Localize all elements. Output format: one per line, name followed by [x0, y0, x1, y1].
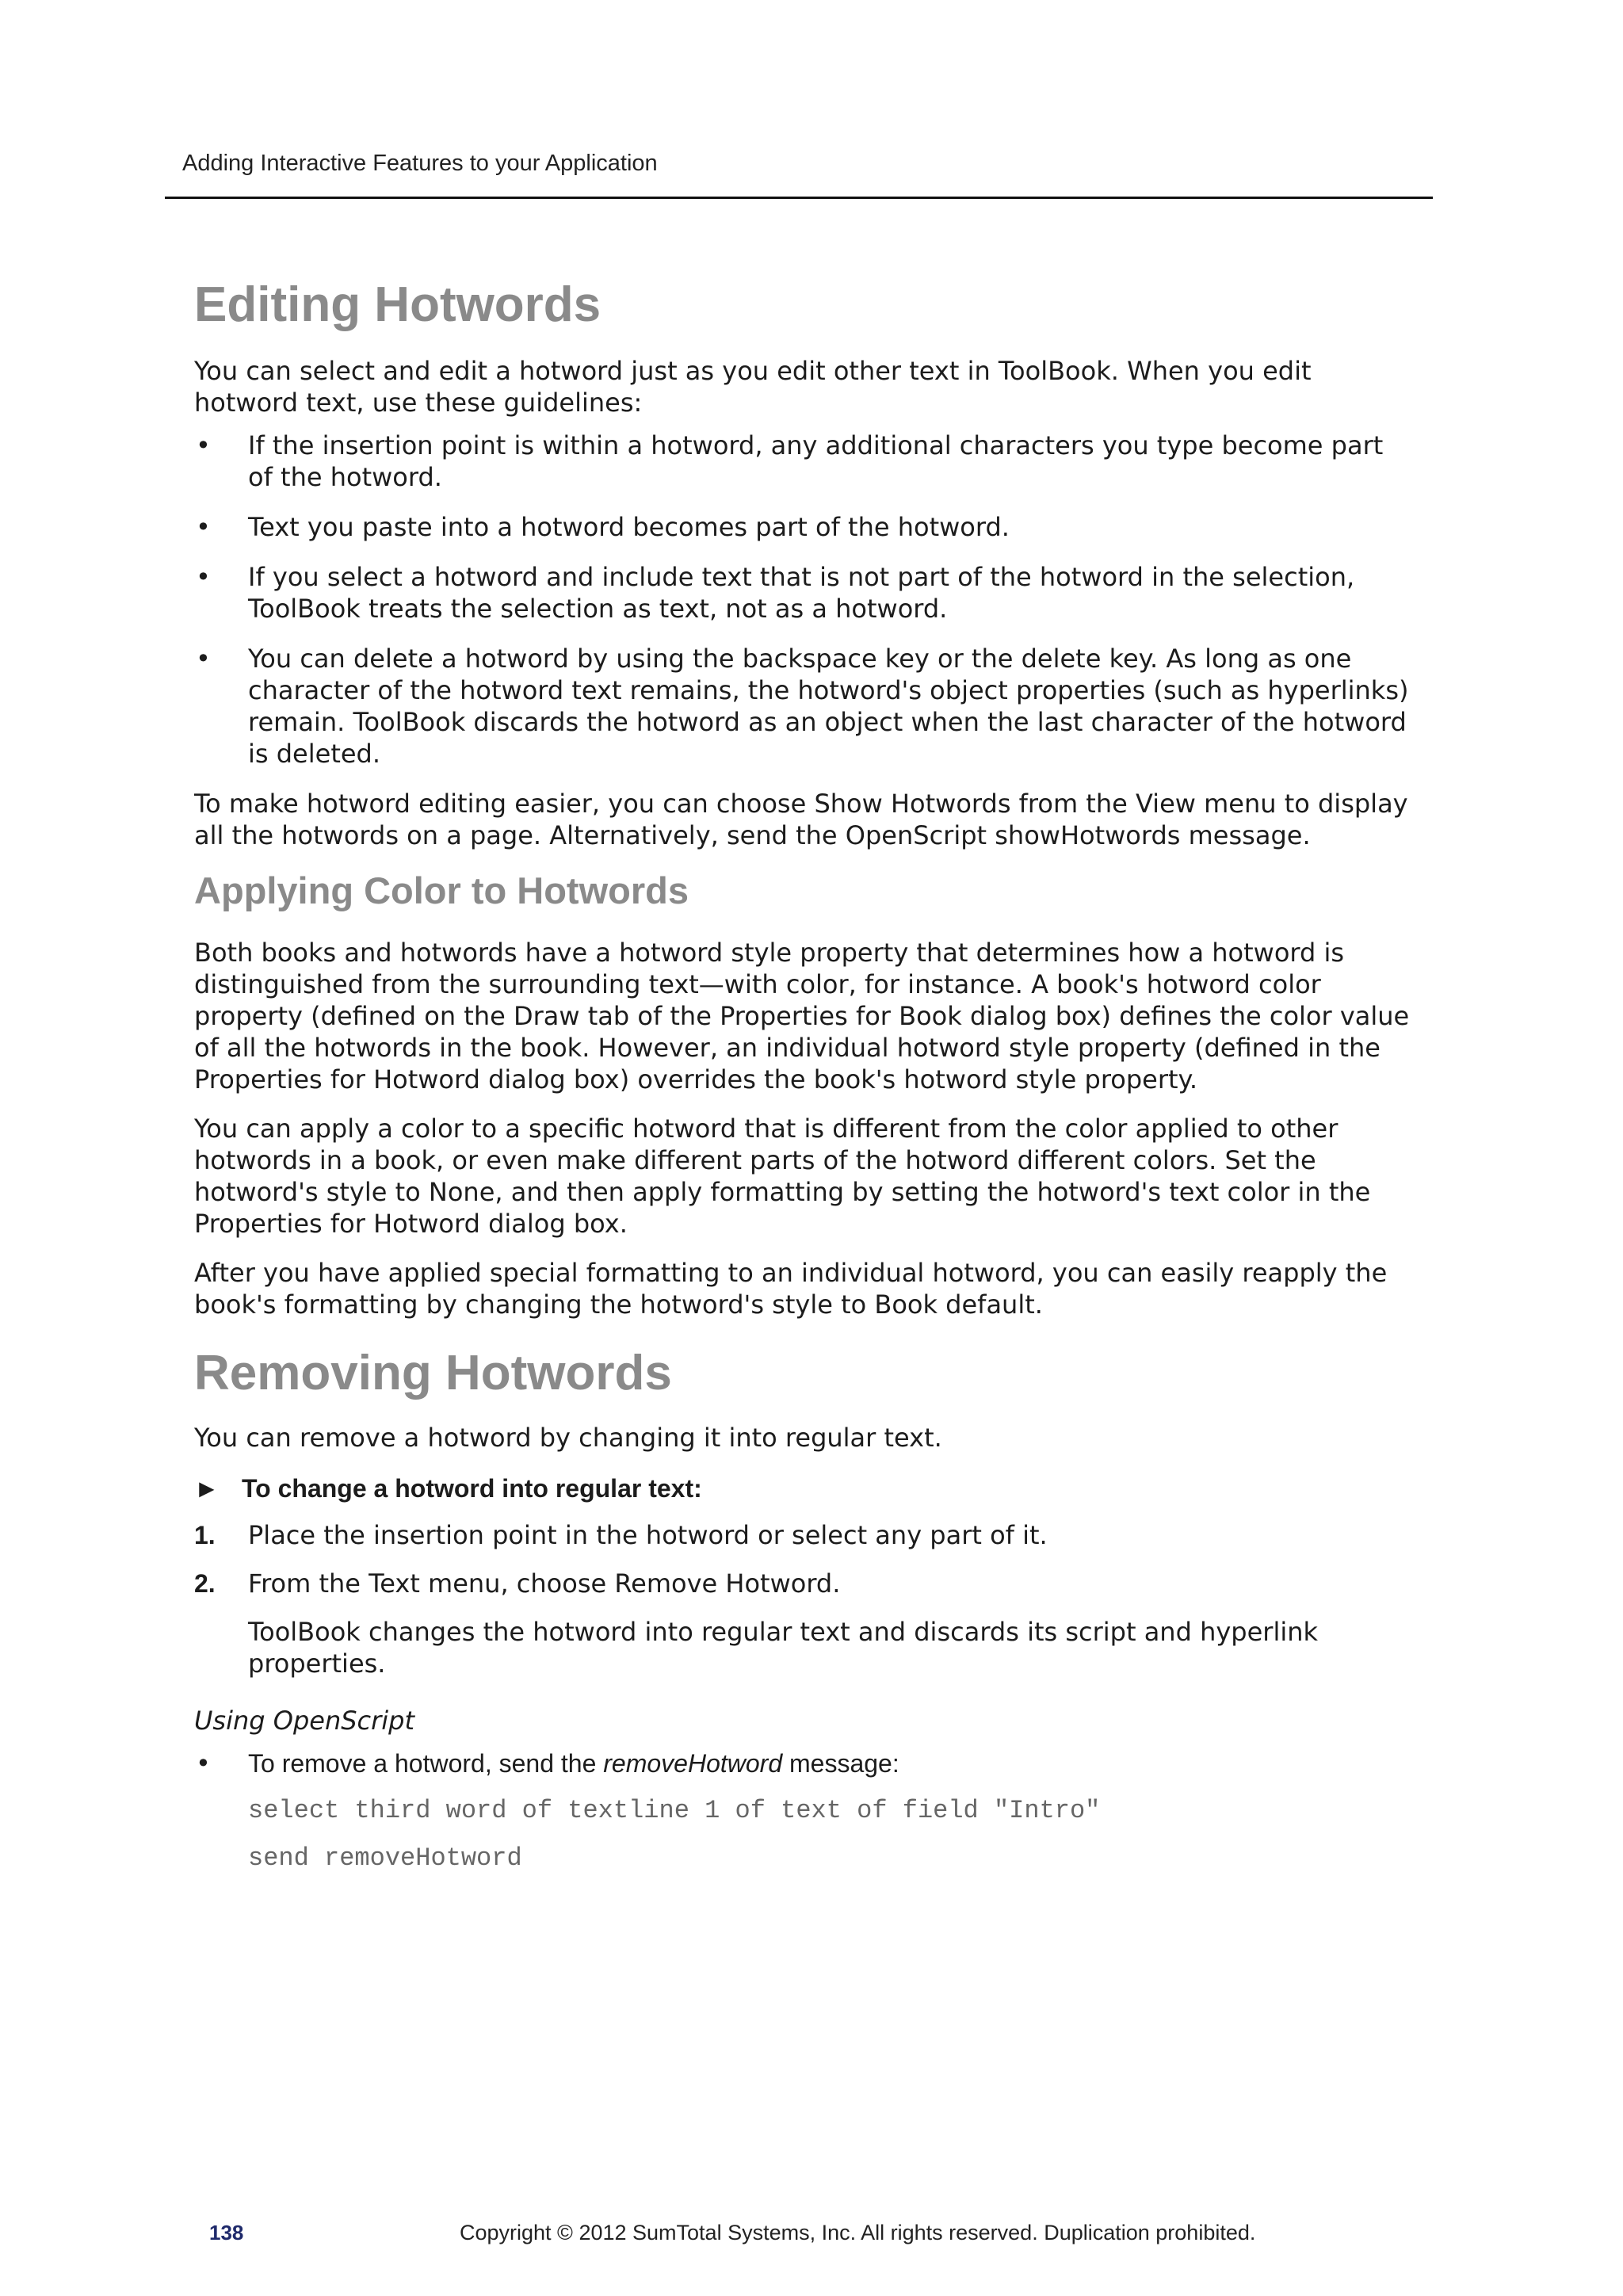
openscript-bullet-suffix: message:: [782, 1749, 899, 1778]
openscript-label: Using OpenScript: [194, 1706, 415, 1736]
list-item-text: You can delete a hotword by using the backspace key or the delete key. As long as one character of the hotword text remains, the hotword's object properties (such as hyperlinks) remain. ToolBook discards the hotword as an object when the last character of the hotword is deleted.: [248, 644, 1409, 769]
openscript-bullet-prefix: To remove a hotword, send the: [248, 1749, 604, 1778]
procedure-title-text: To change a hotword into regular text:: [242, 1474, 702, 1503]
heading-editing-hotwords: Editing Hotwords: [194, 277, 601, 332]
list-item: [194, 561, 1415, 625]
bullet-icon: •: [196, 644, 211, 674]
copyright-notice: Copyright © 2012 SumTotal Systems, Inc. All rights reserved. Duplication prohibited.: [460, 2221, 1256, 2244]
removing-intro: You can remove a hotword by changing it into regular text.: [194, 1423, 942, 1453]
color-paragraph-3: After you have applied special formatting to an individual hotword, you can easily reapply the book's formatting by changing the hotword's style to Book default.: [194, 1258, 1388, 1320]
step-text: Place the insertion point in the hotword or select any part of it.: [248, 1520, 1048, 1550]
step-result: ToolBook changes the hotword into regular text and discards its script and hyperlink properties.: [248, 1617, 1319, 1679]
editing-guidelines-list: [194, 430, 1415, 770]
procedure-arrow-icon: ►: [194, 1474, 220, 1503]
code-line: send removeHotword: [248, 1843, 522, 1873]
editing-intro: You can select and edit a hotword just as you edit other text in ToolBook. When you edit hotword text, use these guidelines:: [194, 356, 1312, 418]
list-item-text: Text you paste into a hotword becomes part of the hotword.: [248, 512, 1010, 542]
list-item: [194, 643, 1415, 770]
bullet-icon: •: [196, 430, 211, 460]
procedure-steps: [194, 1519, 1415, 1599]
heading-removing-hotwords: Removing Hotwords: [194, 1346, 672, 1400]
step-item: [194, 1568, 1415, 1599]
list-item: [194, 430, 1415, 493]
openscript-message-name: removeHotword: [603, 1749, 783, 1778]
list-item-text: If you select a hotword and include text that is not part of the hotword in the selection, ToolBook treats the selection as text, not as a hotword.: [248, 562, 1355, 624]
step-number: 2.: [194, 1569, 216, 1598]
step-item: [194, 1519, 1415, 1551]
list-item-text: If the insertion point is within a hotword, any additional characters you type become part of the hotword.: [248, 430, 1384, 492]
procedure-title: [194, 1473, 1415, 1504]
page-number: 138: [209, 2221, 244, 2244]
bullet-icon: •: [196, 512, 211, 542]
list-item: [194, 1748, 1415, 1779]
editing-outro: To make hotword editing easier, you can choose Show Hotwords from the View menu to display all the hotwords on a page. Alternatively, send the OpenScript showHotwords message.: [194, 789, 1408, 850]
bullet-icon: •: [196, 562, 211, 592]
list-item: [194, 511, 1415, 543]
page-content: [194, 269, 1415, 1874]
color-paragraph-1: Both books and hotwords have a hotword style property that determines how a hotword is distinguished from the surrounding text—with color, for instance. A book's hotword color property (defined on the Draw tab of the Properties for Book dialog box) defines the color value of all the hotwords in the book. However, an individual hotword style property (defined in the Properties for Hotword dialog box) overrides the book's hotword style property.: [194, 938, 1410, 1095]
running-header: Adding Interactive Features to your Application: [182, 151, 658, 176]
code-line: select third word of textline 1 of text of field "Intro": [248, 1796, 1101, 1825]
bullet-icon: •: [196, 1748, 211, 1778]
heading-applying-color: Applying Color to Hotwords: [194, 869, 689, 911]
openscript-bullet-text: [248, 1749, 899, 1778]
header-rule: [165, 197, 1433, 199]
step-number: 1.: [194, 1521, 216, 1549]
step-text: From the Text menu, choose Remove Hotword.: [248, 1568, 841, 1599]
color-paragraph-2: You can apply a color to a specific hotword that is different from the color applied to other hotwords in a book, or even make different parts of the hotword different colors. Set the hotword's style to None, and then apply formatting by setting the hotword's text color in the Properties for Hotword dialog box.: [194, 1114, 1371, 1239]
openscript-list: [194, 1748, 1415, 1779]
